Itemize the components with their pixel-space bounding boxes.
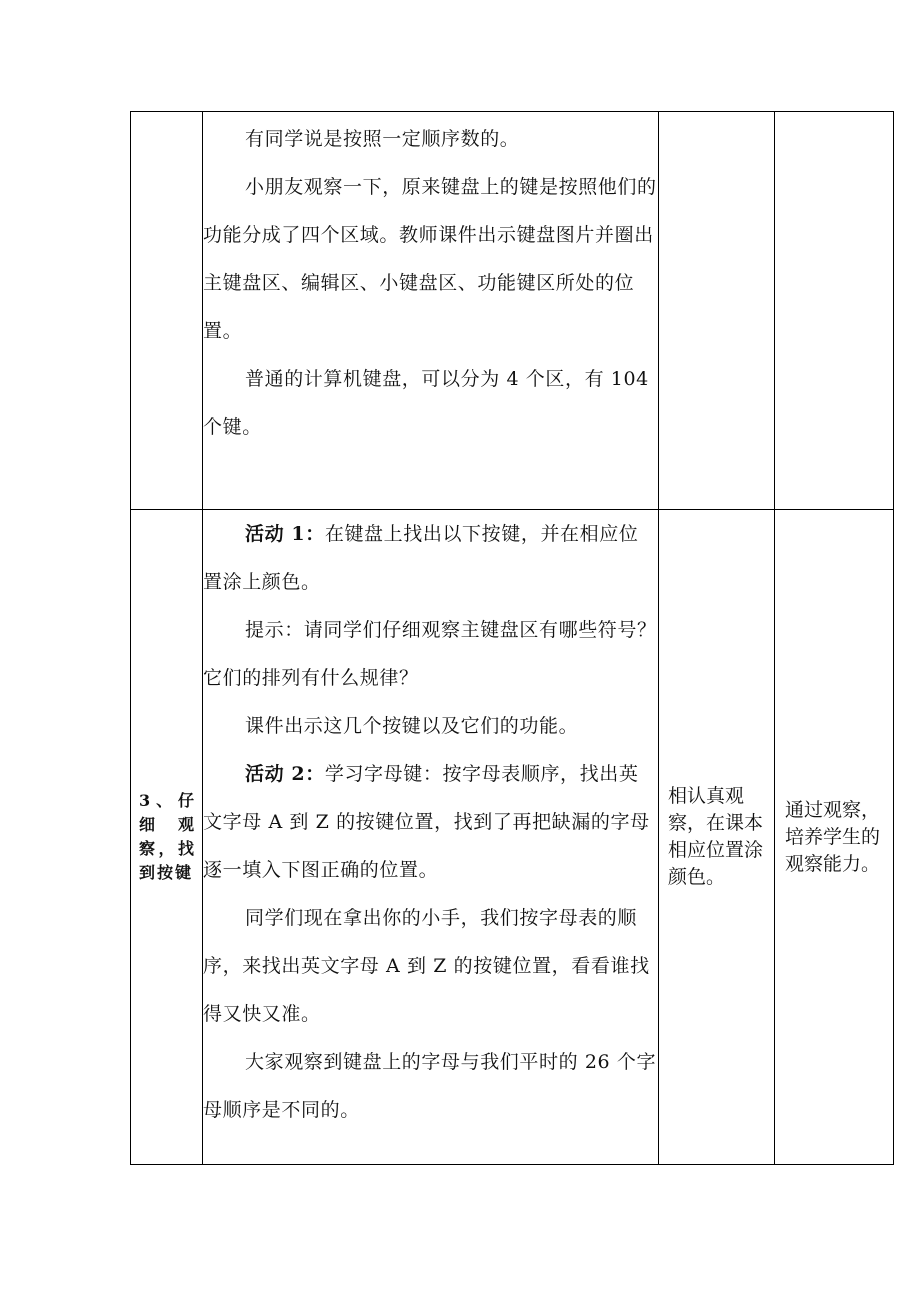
design-intent-text: 通过观察，培养学生的观察能力。 (785, 798, 881, 875)
student-activity-cell (659, 112, 775, 510)
teaching-process-cell (203, 510, 659, 1165)
stage-cell (131, 112, 203, 510)
hands-paragraph: 同学们现在拿出你的小手，我们按字母表的顺序，来找出英文字母 A 到 Z 的按键位置，看看谁找得又快又准。 (203, 907, 650, 1025)
activity-2-paragraph (203, 750, 658, 894)
paragraph: 有同学说是按照一定顺序数的。 (245, 128, 520, 150)
hint-paragraph: 提示：请同学们仔细观察主键盘区有哪些符号？它们的排列有什么规律？ (203, 619, 657, 689)
table-row (131, 510, 894, 1165)
lesson-plan-table (130, 111, 894, 1165)
stage-cell (131, 510, 203, 1165)
activity-1-label: 活动 1： (245, 523, 325, 545)
table-row (131, 112, 894, 510)
teaching-process-cell (203, 112, 659, 510)
design-intent-cell (775, 112, 894, 510)
student-activity-cell (659, 510, 775, 1165)
activity-1-text: 在键盘上找出以下按键，并在相应位置涂上颜色。 (203, 523, 639, 593)
student-activity-text: 相认真观察，在课本相应位置涂颜色。 (668, 785, 764, 888)
observe-paragraph: 大家观察到键盘上的字母与我们平时的 26 个字母顺序是不同的。 (203, 1051, 657, 1121)
activity-2-label: 活动 2： (245, 763, 325, 785)
paragraph: 普通的计算机键盘，可以分为 4 个区，有 104 个键。 (203, 368, 649, 438)
stage-label: 3、仔细观察，找到按键 (139, 791, 196, 882)
design-intent-cell (775, 510, 894, 1165)
paragraph: 小朋友观察一下，原来键盘上的键是按照他们的功能分成了四个区域。教师课件出示键盘图片并圈出主键盘区、编辑区、小键盘区、功能键区所处的位置。 (203, 176, 657, 342)
courseware-paragraph: 课件出示这几个按键以及它们的功能。 (245, 715, 579, 737)
activity-2-text: 学习字母键：按字母表顺序，找出英文字母 A 到 Z 的按键位置，找到了再把缺漏的字母逐一填入下图正确的位置。 (203, 763, 650, 881)
activity-1-paragraph (203, 510, 658, 606)
